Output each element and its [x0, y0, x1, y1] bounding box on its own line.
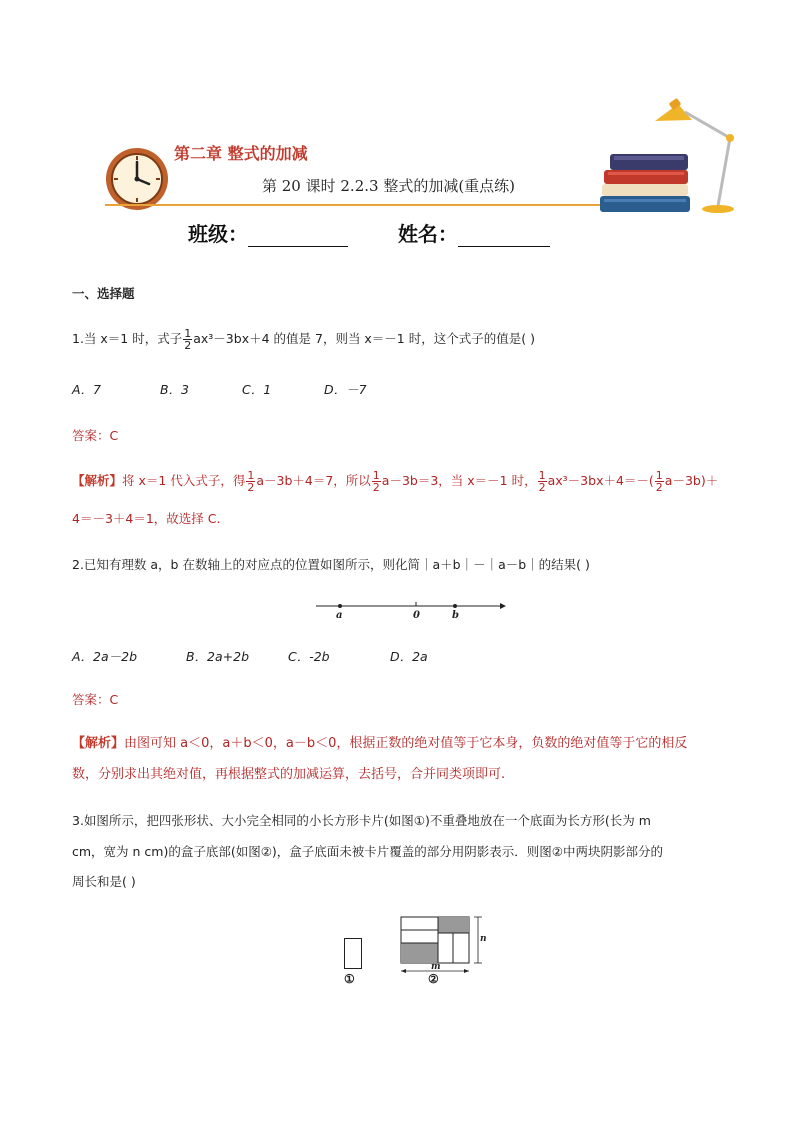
- number-line-label-b: b: [452, 610, 459, 621]
- figure-2-box: [398, 914, 488, 978]
- q2-options: [72, 648, 428, 666]
- q2-answer: 答案：C: [72, 692, 119, 707]
- clock-icon: [104, 146, 170, 212]
- figure-2-n-label: n: [480, 934, 487, 944]
- q2-option-b[interactable]: B．2a+2b: [185, 649, 250, 664]
- q1-option-d[interactable]: D．－7: [323, 382, 367, 397]
- name-label: 姓名：: [397, 222, 458, 246]
- q1-answer: 答案：C: [72, 428, 119, 443]
- figure-1-label: ①: [344, 972, 355, 986]
- q1-option-b[interactable]: B．3: [159, 382, 190, 397]
- q1-stem: 1.当 x＝1 时，式子 $\frac{1}{2}$ ax³－3bx＋4 的值是 7，则当 x＝－1 时，这个式子的值是( ): [72, 327, 535, 352]
- q2-option-a[interactable]: A．2a－2b: [72, 649, 138, 664]
- q2-stem: 2.已知有理数 a，b 在数轴上的对应点的位置如图所示，则化简｜a＋b｜－｜a－b｜的结果( ): [72, 557, 590, 572]
- figure-1-card: [344, 938, 362, 969]
- q3-line1: 3.如图所示，把四张形状、大小完全相同的小长方形卡片(如图①)不重叠地放在一个底面为长方形(长为 m: [72, 813, 651, 828]
- q1-analysis-line2: 4＝－3＋4＝1，故选择 C.: [72, 511, 221, 526]
- student-info-row: [188, 218, 550, 247]
- number-line-label-0: 0: [413, 610, 420, 621]
- q1-options: [72, 381, 367, 399]
- q1-option-a[interactable]: A．7: [72, 382, 102, 397]
- lesson-title: 第 20 课时 2.2.3 整式的加减(重点练): [262, 177, 516, 195]
- q2-analysis-line2: 数，分别求出其绝对值，再根据整式的加减运算，去括号，合并同类项即可.: [72, 767, 506, 782]
- section-title: 一、选择题: [72, 286, 135, 301]
- books-lamp-illustration: [600, 96, 740, 216]
- q1-analysis: 【解析】将 x＝1 代入式子，得 $\frac{1}{2}$ a－3b＋4＝7，所以 $\frac{1}{2}$ a－3b＝3，当 x＝－1 时， $\frac{1}{2}$ ax³－3bx＋4＝－( $\frac{1}{2}$ a－3b)＋: [72, 469, 719, 494]
- figure-2-label: ②: [428, 972, 439, 986]
- name-blank[interactable]: [458, 228, 550, 247]
- q1-option-c[interactable]: C．1: [241, 382, 272, 397]
- q2-option-d[interactable]: D．2a: [389, 649, 428, 664]
- q3-line2: cm，宽为 n cm)的盒子底部(如图②)，盒子底面未被卡片覆盖的部分用阴影表示．则图②中两块阴影部分的: [72, 844, 664, 859]
- number-line-figure: [314, 596, 510, 624]
- class-label: 班级：: [188, 222, 248, 246]
- figure-2-m-label: m: [431, 962, 441, 972]
- q2-option-c[interactable]: C．-2b: [287, 649, 330, 664]
- q3-line3: 周长和是( ): [72, 874, 136, 889]
- class-blank[interactable]: [248, 228, 348, 247]
- q2-analysis: 【解析】由图可知 a＜0，a＋b＜0，a－b＜0，根据正数的绝对值等于它本身，负数的绝对值等于它的相反: [72, 736, 688, 751]
- header-divider: [105, 204, 625, 206]
- chapter-title: 第二章 整式的加减: [174, 144, 308, 163]
- number-line-label-a: a: [336, 610, 343, 621]
